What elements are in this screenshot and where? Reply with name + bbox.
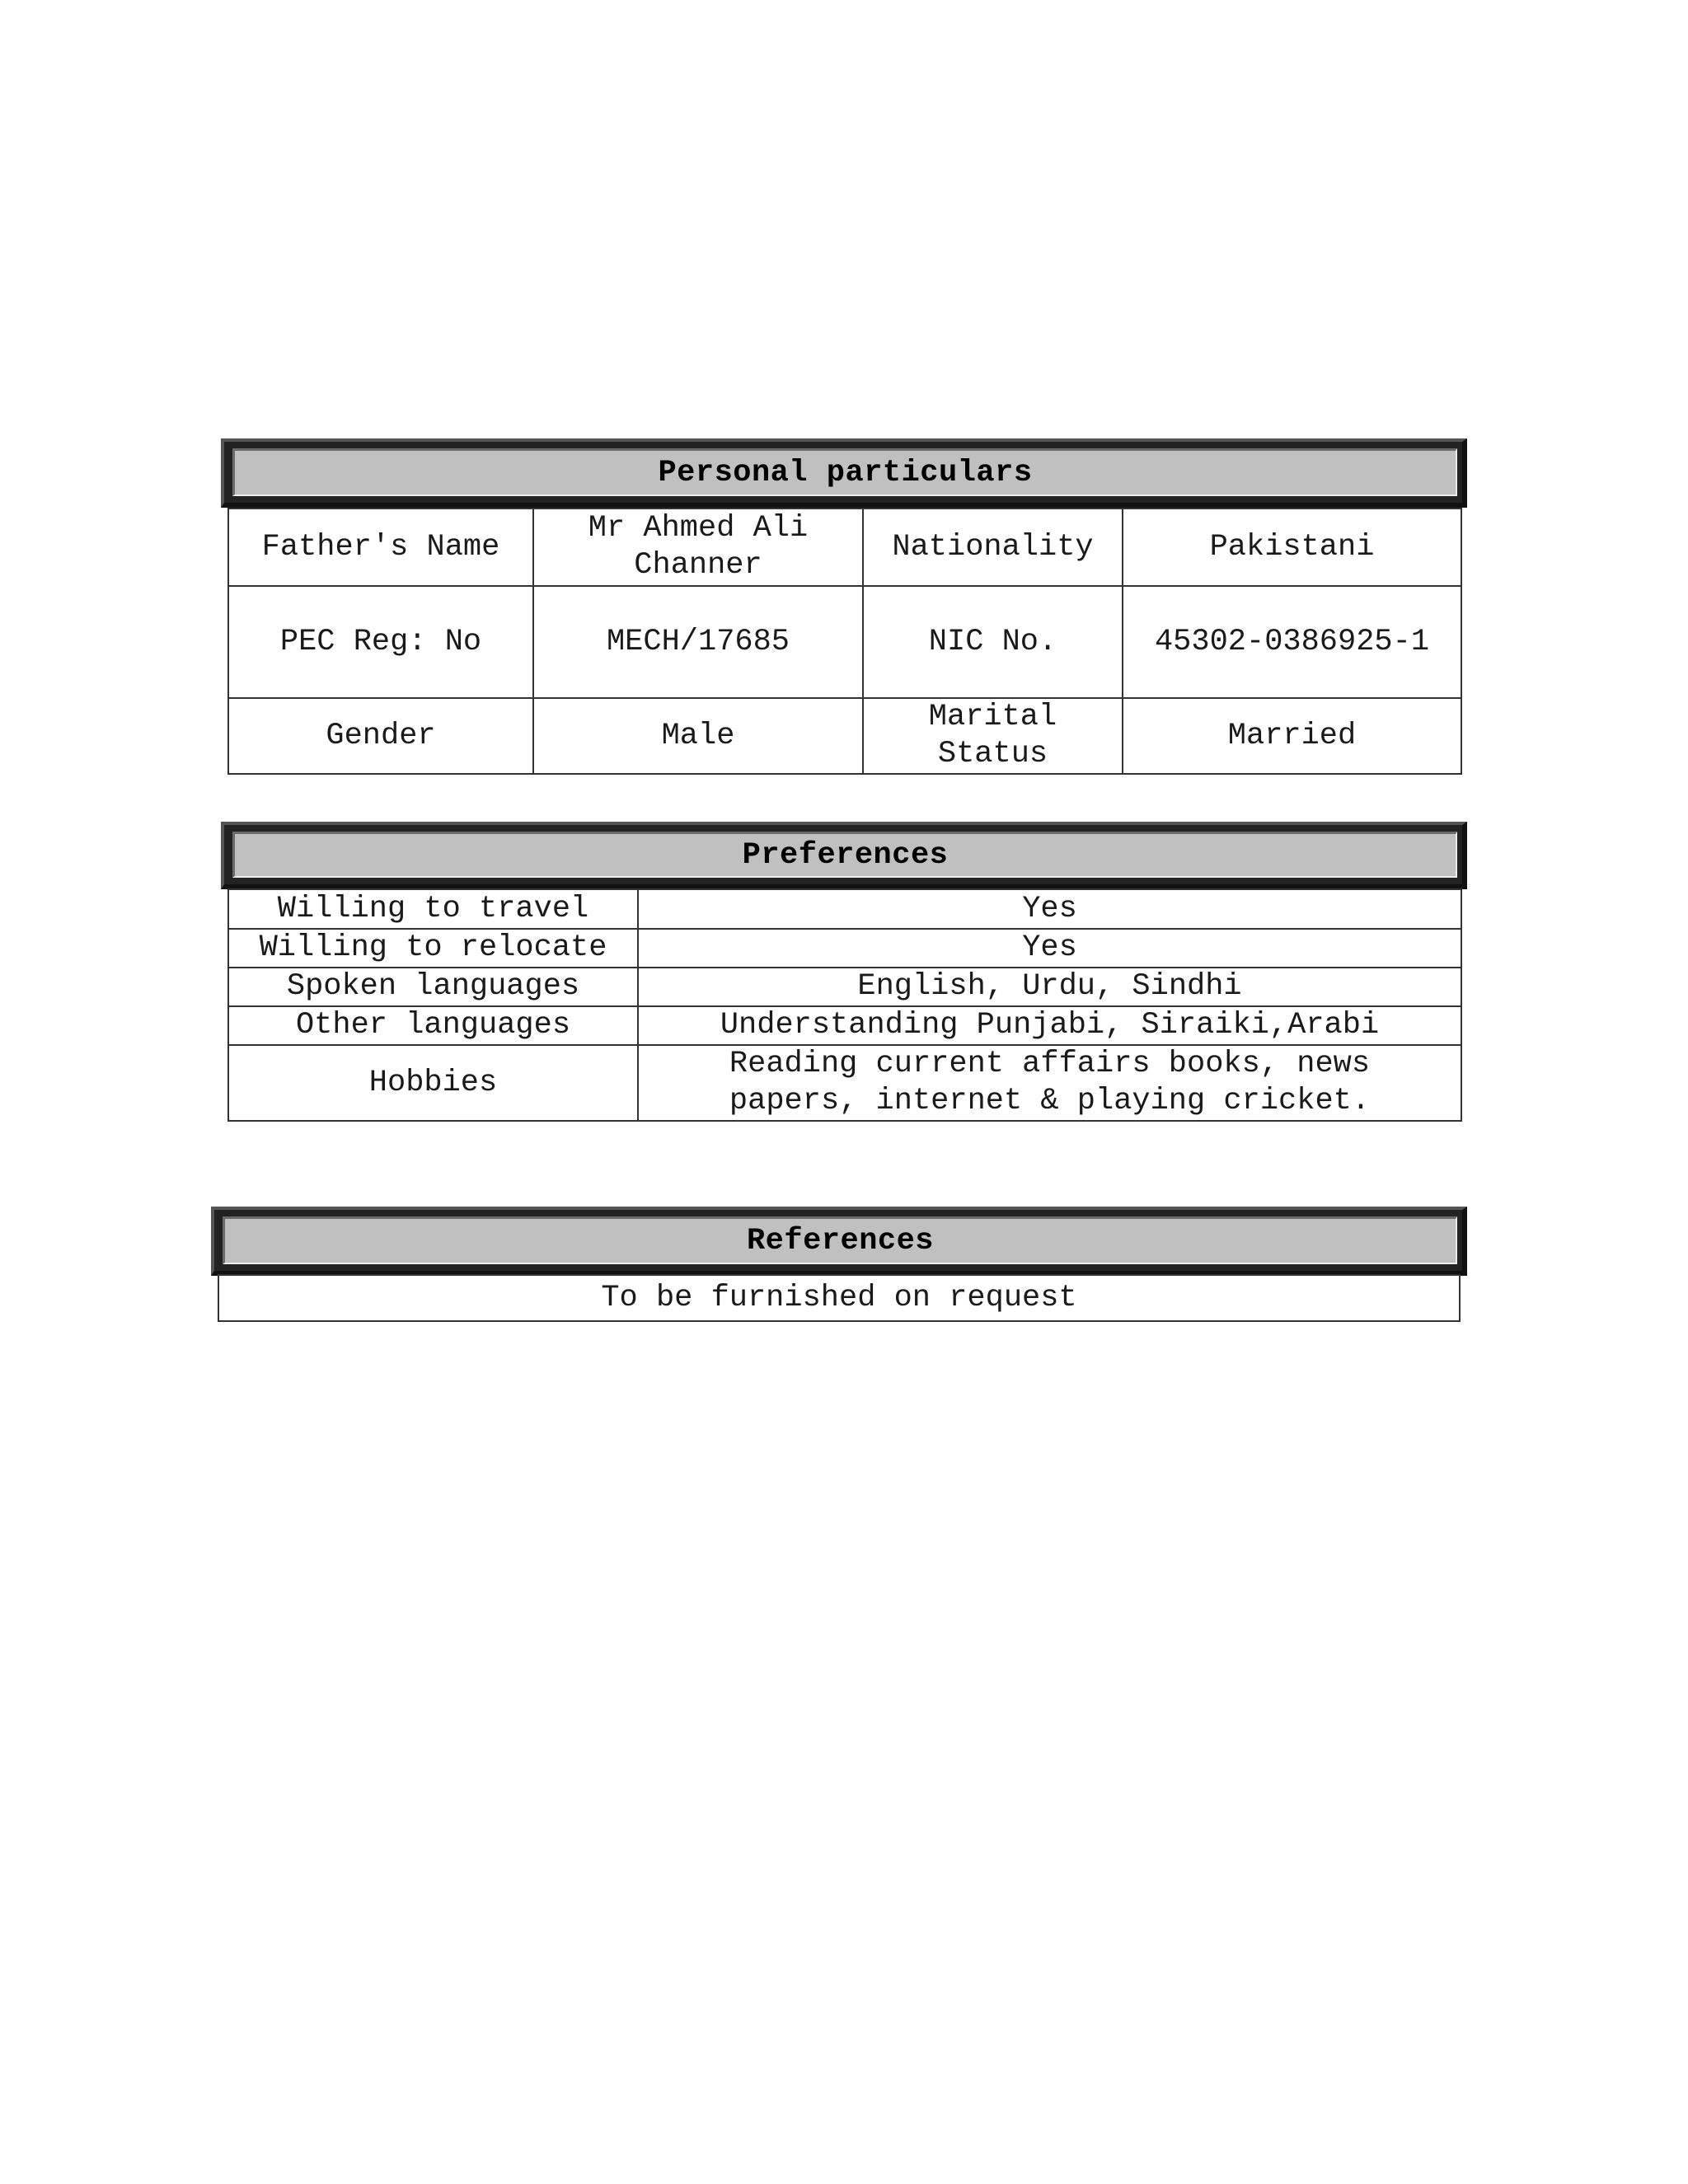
table-cell: Mr Ahmed Ali Channer bbox=[533, 509, 863, 586]
table-cell: Nationality bbox=[863, 509, 1123, 586]
table-row bbox=[218, 1275, 1460, 1321]
table-cell: Yes bbox=[638, 929, 1461, 968]
table-cell: Father's Name bbox=[228, 509, 533, 586]
references-text: To be furnished on request bbox=[218, 1275, 1460, 1321]
table-row bbox=[228, 889, 1461, 929]
table-cell: Willing to travel bbox=[228, 889, 638, 929]
preferences-table bbox=[227, 888, 1462, 1122]
table-cell: NIC No. bbox=[863, 586, 1123, 698]
preferences-title: Preferences bbox=[232, 832, 1457, 878]
personal-particulars-table bbox=[227, 508, 1462, 775]
table-row bbox=[228, 1045, 1461, 1121]
references-header bbox=[211, 1207, 1467, 1276]
table-cell: Marital Status bbox=[863, 698, 1123, 774]
table-row bbox=[228, 929, 1461, 968]
table-row bbox=[228, 1006, 1461, 1045]
table-cell: PEC Reg: No bbox=[228, 586, 533, 698]
table-cell: Male bbox=[533, 698, 863, 774]
table-row bbox=[228, 509, 1461, 586]
table-cell: Understanding Punjabi, Siraiki,Arabi bbox=[638, 1006, 1461, 1045]
personal-particulars-title: Personal particulars bbox=[232, 448, 1457, 496]
table-cell: English, Urdu, Sindhi bbox=[638, 968, 1461, 1006]
table-cell: MECH/17685 bbox=[533, 586, 863, 698]
table-cell: 45302-0386925-1 bbox=[1123, 586, 1461, 698]
table-cell: Married bbox=[1123, 698, 1461, 774]
table-cell: Reading current affairs books, news papers, internet & playing cricket. bbox=[638, 1045, 1461, 1121]
table-cell: Yes bbox=[638, 889, 1461, 929]
preferences-header bbox=[221, 822, 1467, 889]
table-cell: Pakistani bbox=[1123, 509, 1461, 586]
personal-particulars-header bbox=[221, 438, 1467, 508]
table-row bbox=[228, 968, 1461, 1006]
table-cell: Hobbies bbox=[228, 1045, 638, 1121]
table-cell: Spoken languages bbox=[228, 968, 638, 1006]
references-title: References bbox=[223, 1216, 1457, 1264]
table-cell: Other languages bbox=[228, 1006, 638, 1045]
table-cell: Willing to relocate bbox=[228, 929, 638, 968]
table-row bbox=[228, 586, 1461, 698]
references-table bbox=[218, 1274, 1461, 1322]
table-cell: Gender bbox=[228, 698, 533, 774]
table-row bbox=[228, 698, 1461, 774]
